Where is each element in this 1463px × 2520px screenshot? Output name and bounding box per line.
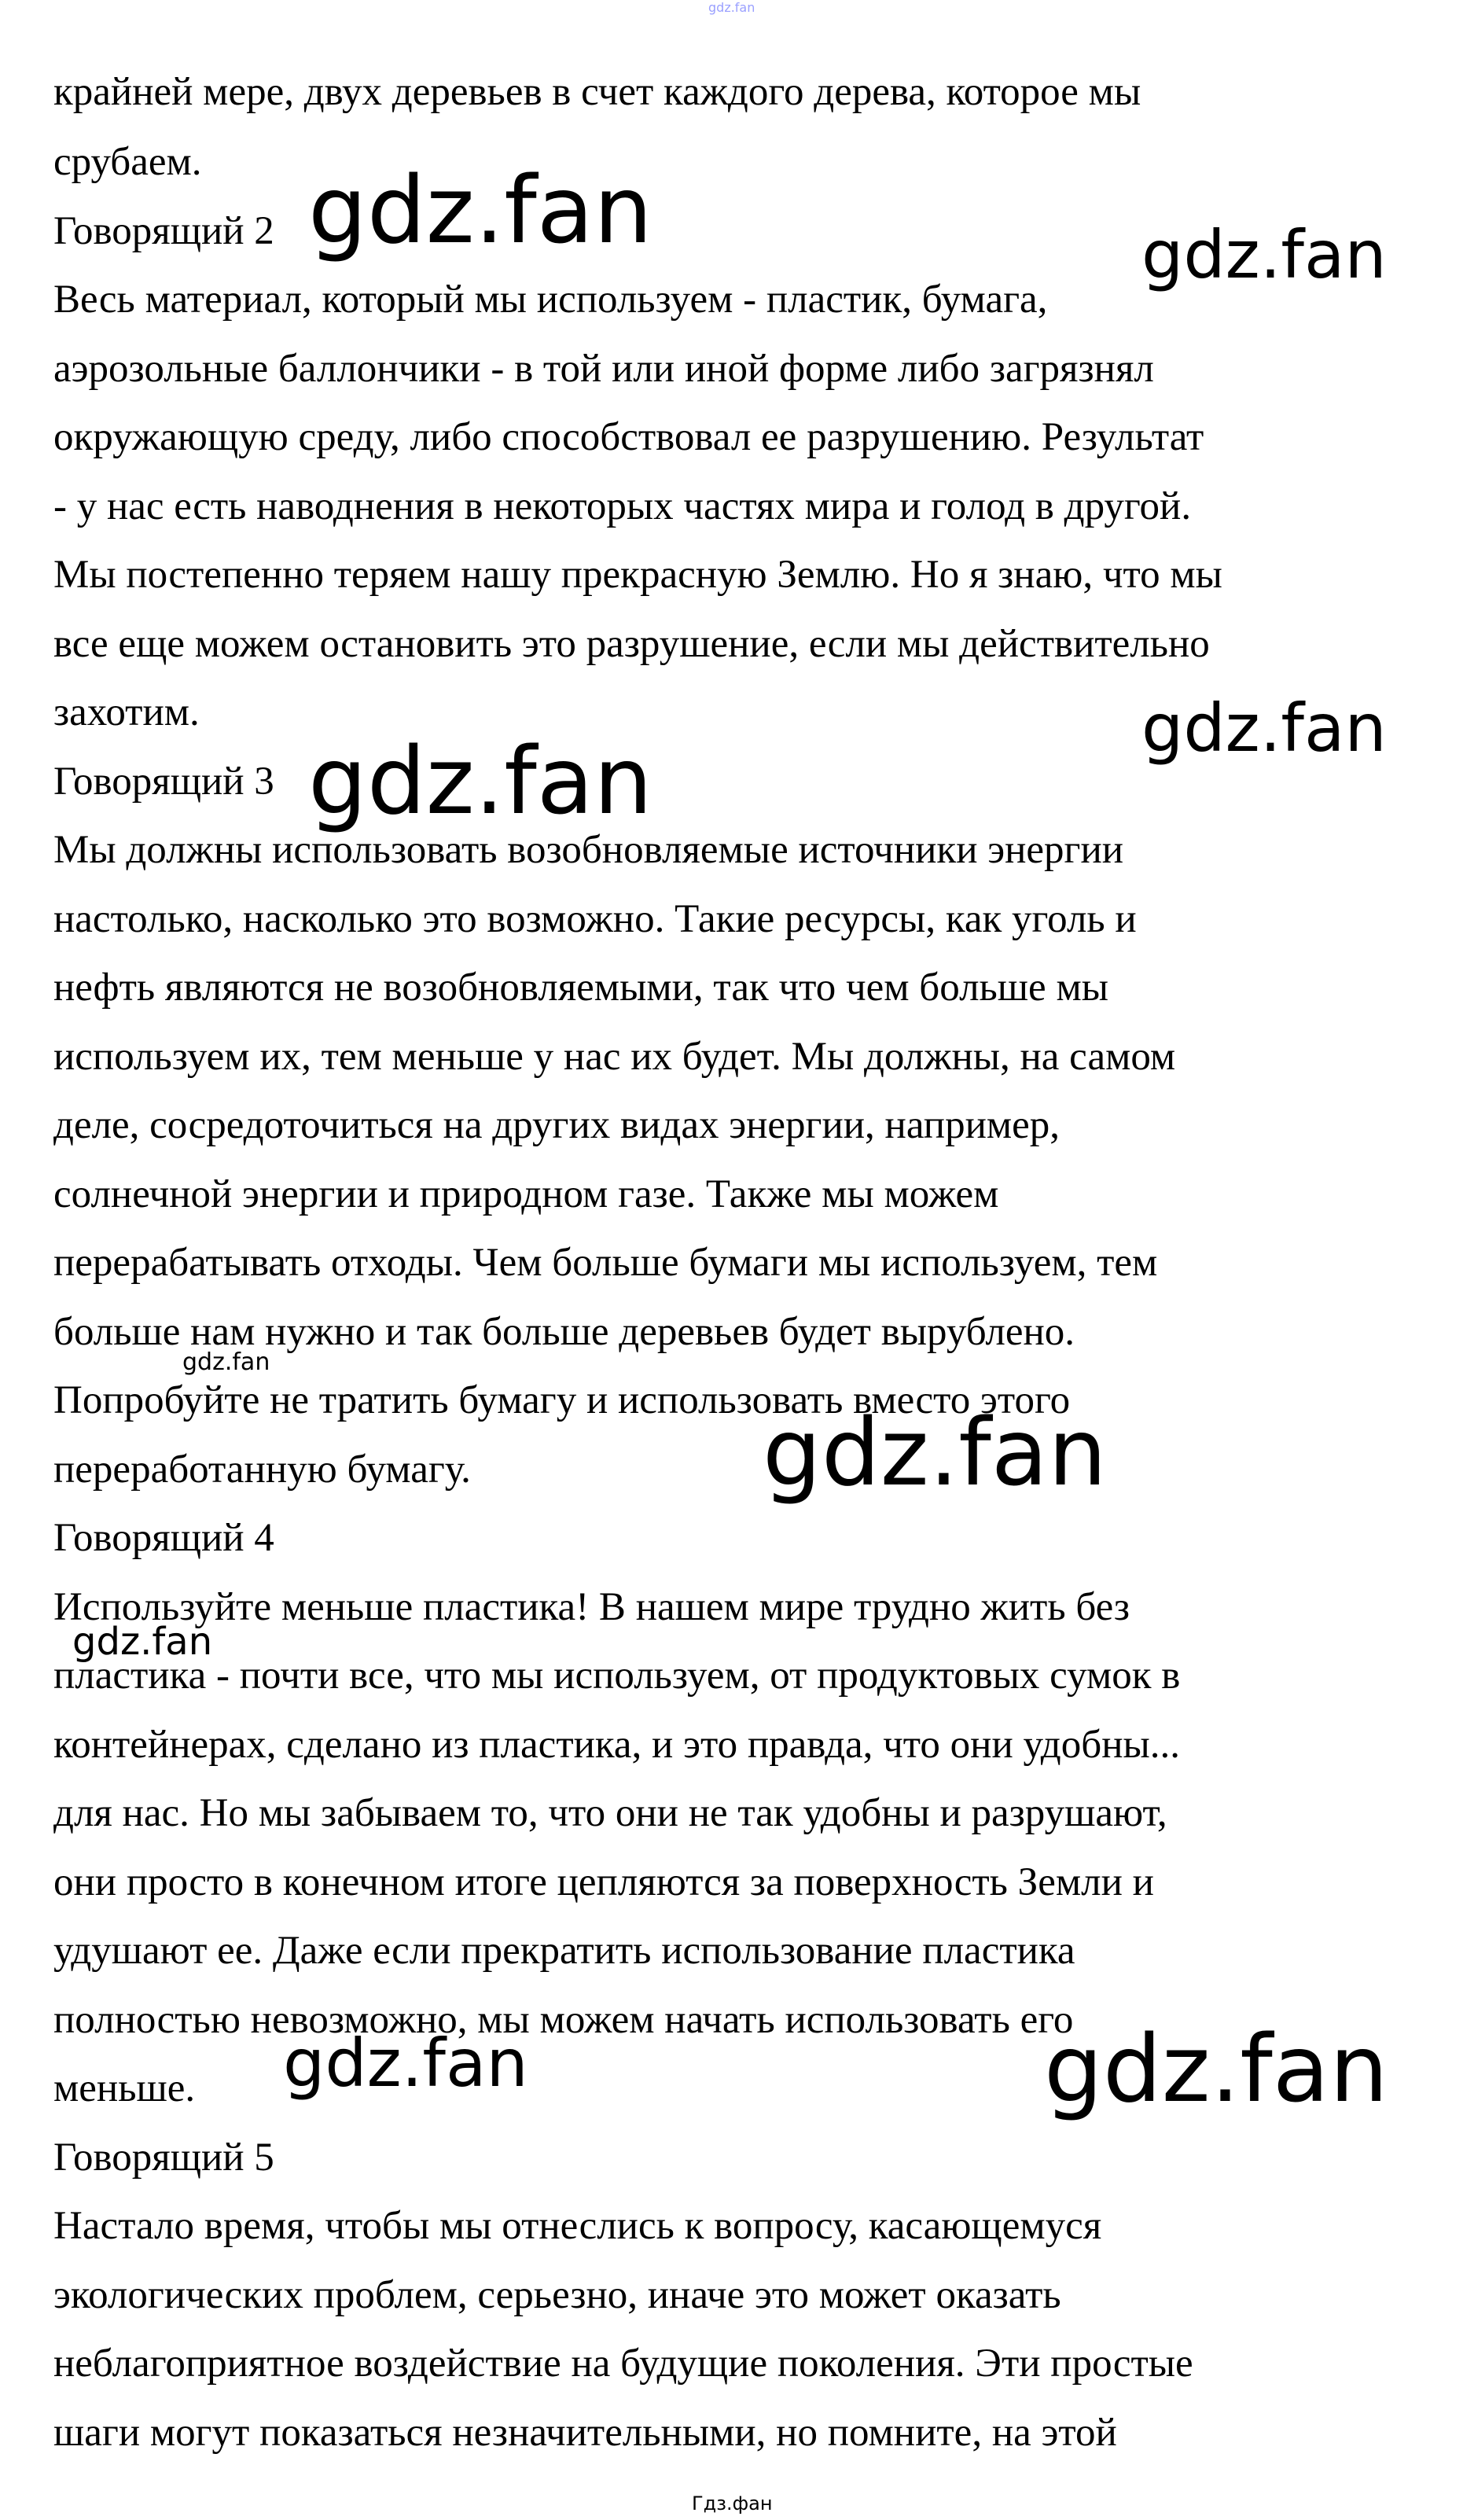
watermark: gdz.fan xyxy=(763,1398,1107,1506)
text-line: переработанную бумагу. xyxy=(53,1448,471,1492)
text-line: деле, сосредоточиться на других видах энергии, например, xyxy=(53,1103,1060,1147)
page-footer: Гдз.фан xyxy=(692,2492,773,2514)
text-line: Используйте меньше пластика! В нашем мире трудно жить без xyxy=(53,1585,1130,1629)
text-line: окружающую среду, либо способствовал ее разрушению. Результат xyxy=(53,415,1204,459)
watermark: gdz.fan xyxy=(182,1348,270,1376)
text-line: настолько, насколько это возможно. Такие ресурсы, как уголь и xyxy=(53,897,1137,941)
watermark: gdz.fan xyxy=(308,156,652,264)
watermark: gdz.fan xyxy=(1141,690,1387,767)
speaker-heading: Говорящий 5 xyxy=(53,2136,274,2180)
watermark: gdz.fan xyxy=(1141,216,1387,293)
text-line: солнечной энергии и природном газе. Также мы можем xyxy=(53,1172,999,1216)
text-line: срубаем. xyxy=(53,140,202,184)
text-line: Мы постепенно теряем нашу прекрасную Землю. Но я знаю, что мы xyxy=(53,553,1222,597)
text-line: перерабатывать отходы. Чем больше бумаги мы используем, тем xyxy=(53,1241,1158,1285)
text-line: Попробуйте не тратить бумагу и использовать вместо этого xyxy=(53,1378,1071,1422)
speaker-heading: Говорящий 3 xyxy=(53,760,274,804)
text-line: неблагоприятное воздействие на будущие поколения. Эти простые xyxy=(53,2342,1193,2386)
text-line: Настало время, чтобы мы отнеслись к вопросу, касающемуся xyxy=(53,2204,1102,2248)
text-line: аэрозольные баллончики - в той или иной форме либо загрязнял xyxy=(53,347,1154,391)
text-line: - у нас есть наводнения в некоторых частях мира и голод в другой. xyxy=(53,484,1192,528)
text-line: Весь материал, который мы используем - пластик, бумага, xyxy=(53,278,1048,322)
text-line: для нас. Но мы забываем то, что они не так удобны и разрушают, xyxy=(53,1791,1167,1835)
text-line: все еще можем остановить это разрушение, если мы действительно xyxy=(53,622,1210,666)
watermark: gdz.fan xyxy=(283,2025,528,2102)
speaker-heading: Говорящий 4 xyxy=(53,1516,274,1560)
text-line: нефть являются не возобновляемыми, так что чем больше мы xyxy=(53,966,1108,1010)
text-line: шаги могут показаться незначительными, но помните, на этой xyxy=(53,2411,1117,2455)
text-line: полностью невозможно, мы можем начать использовать его xyxy=(53,1998,1074,2042)
text-line: они просто в конечном итоге цепляются за поверхность Земли и xyxy=(53,1860,1154,1904)
text-line: используем их, тем меньше у нас их будет. Мы должны, на самом xyxy=(53,1035,1176,1079)
top-watermark: gdz.fan xyxy=(708,0,755,15)
text-line: удушают ее. Даже если прекратить использование пластика xyxy=(53,1929,1075,1973)
text-line: контейнерах, сделано из пластика, и это правда, что они удобны... xyxy=(53,1723,1181,1767)
speaker-heading: Говорящий 2 xyxy=(53,209,274,253)
text-line: Мы должны использовать возобновляемые источники энергии xyxy=(53,828,1124,872)
text-line: меньше. xyxy=(53,2066,196,2110)
watermark: gdz.fan xyxy=(308,727,652,835)
text-line: захотим. xyxy=(53,690,200,734)
watermark: gdz.fan xyxy=(72,1620,213,1664)
text-line: пластика - почти все, что мы используем, от продуктовых сумок в xyxy=(53,1654,1181,1698)
text-line: экологических проблем, серьезно, иначе это может оказать xyxy=(53,2273,1061,2317)
text-line: крайней мере, двух деревьев в счет каждого дерева, которое мы xyxy=(53,70,1141,114)
watermark: gdz.fan xyxy=(1044,2014,1388,2123)
text-line: больше нам нужно и так больше деревьев будет вырублено. xyxy=(53,1310,1075,1354)
